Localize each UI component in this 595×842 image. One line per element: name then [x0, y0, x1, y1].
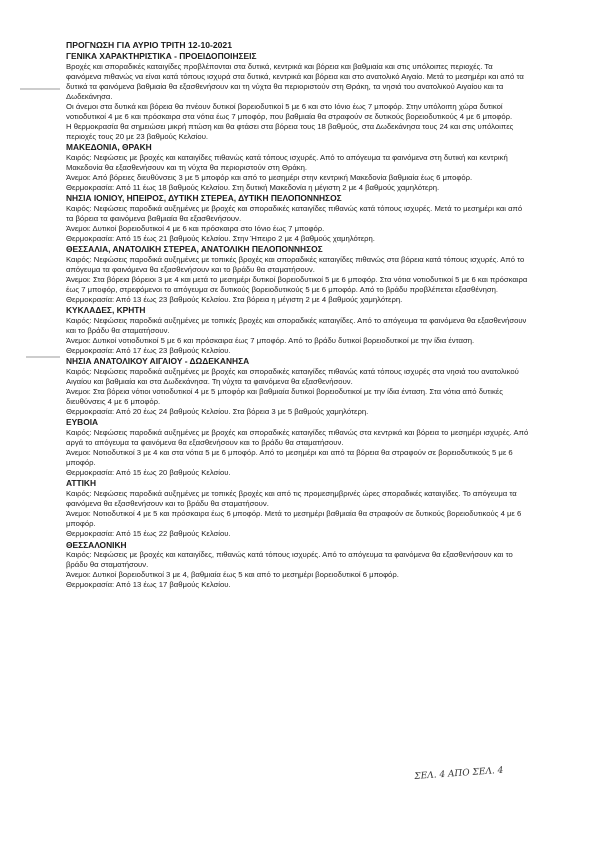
section-heading: ΘΕΣΣΑΛΙΑ, ΑΝΑΤΟΛΙΚΗ ΣΤΕΡΕΑ, ΑΝΑΤΟΛΙΚΗ ΠΕΛΟΠΟΝΝΗΣΟΣ — [66, 244, 323, 255]
paragraph-temperature: Θερμοκρασία: Από 17 έως 23 βαθμούς Κελσίου. — [66, 346, 231, 356]
section-heading: ΓΕΝΙΚΑ ΧΑΡΑΚΤΗΡΙΣΤΙΚΑ - ΠΡΟΕΙΔΟΠΟΙΗΣΕΙΣ — [66, 51, 257, 61]
paragraph-weather: Καιρός: Νεφώσεις παροδικά αυξημένες με τοπικές βροχές και σποραδικές καταιγίδες πιθανώς στα βόρεια κατά τόπους ισχυρές. Από το απόγευμα τα φαινόμενα θα εξασθενήσουν και το βράδυ θα σταματήσουν. — [66, 254, 525, 274]
section-thessaloniki — [66, 540, 530, 591]
paragraph-temperature: Θερμοκρασία: Από 13 έως 23 βαθμούς Κελσίου. Στα βόρεια η μέγιστη 2 με 4 βαθμούς χαμηλότερη. — [66, 295, 403, 305]
paragraph-winds: Άνεμοι: Δυτικοί βορειοδυτικοί 3 με 4, βαθμιαία έως 5 και από το μεσημέρι βορειοδυτικοί 6 μποφόρ. — [66, 570, 399, 580]
section-heading: ΝΗΣΙΑ ΙΟΝΙΟΥ, ΗΠΕΙΡΟΣ, ΔΥΤΙΚΗ ΣΤΕΡΕΑ, ΔΥΤΙΚΗ ΠΕΛΟΠΟΝΝΗΣΟΣ — [66, 193, 342, 204]
paragraph-winds: Άνεμοι: Δυτικοί βορειοδυτικοί 4 με 6 και πρόσκαιρα στο Ιόνιο έως 7 μποφόρ. — [66, 224, 325, 234]
paragraph-temperature: Θερμοκρασία: Από 15 έως 22 βαθμούς Κελσίου. — [66, 529, 231, 539]
paragraph-weather: Καιρός: Νεφώσεις παροδικά αυξημένες με βροχές και σποραδικές καταιγίδες πιθανώς κατά τόπους ισχυρές. Μετά το μεσημέρι και από τα βόρεια τα φαινόμενα βαθμιαία θα εξασθενήσουν. — [66, 203, 523, 223]
paragraph-weather: Καιρός: Νεφώσεις παροδικά αυξημένες με βροχές και σποραδικές καταιγίδες πιθανώς κατά τόπους ισχυρές στα νησιά του ανατολικού Αιγαίου και βαθμιαία και στα Δωδεκάνησα. Τη νύχτα τα φαινόμενα θα εξασθενήσουν. — [66, 366, 519, 386]
paragraph-winds: Άνεμοι: Από βόρειες διευθύνσεις 3 με 5 μποφόρ και από το μεσημέρι στην κεντρική Μακεδονία βαθμιαία έως 6 μποφόρ. — [66, 173, 473, 183]
section-attica — [66, 478, 530, 539]
document-title: ΠΡΟΓΝΩΣΗ ΓΙΑ ΑΥΡΙΟ ΤΡΙΤΗ 12-10-2021 — [66, 40, 232, 50]
scan-artifact — [26, 356, 60, 358]
section-cyclades-crete — [66, 305, 530, 356]
paragraph-winds: Άνεμοι: Νοτιοδυτικοί 3 με 4 και στα νότια 5 με 6 μποφόρ. Από το μεσημέρι και από τα βόρεια θα στραφούν σε βορειοδυτικούς 5 με 6 μποφόρ. — [66, 448, 513, 468]
handwritten-page-note: ΣΕΛ. 4 ΑΠΟ ΣΕΛ. 4 — [414, 765, 504, 782]
forecast-document — [66, 40, 530, 590]
section-east-aegean-dodecanese — [66, 356, 530, 417]
paragraph-weather: Καιρός: Νεφώσεις παροδικά αυξημένες με τοπικές βροχές και σποραδικές καταιγίδες. Από το απόγευμα τα φαινόμενα θα εξασθενήσουν και το βράδυ θα σταματήσουν. — [66, 315, 527, 336]
paragraph-temperature: Θερμοκρασία: Από 20 έως 24 βαθμούς Κελσίου. Στα βόρεια 3 με 5 βαθμούς χαμηλότερη. — [66, 407, 369, 417]
section-general — [66, 51, 530, 142]
paragraph-weather: Καιρός: Νεφώσεις με βροχές και καταιγίδες πιθανώς κατά τόπους ισχυρές. Από το απόγευμα τα φαινόμενα στη δυτική και κεντρική Μακεδονία θα εξασθενήσουν και τη νύχτα θα περιοριστούν στη Θράκη. — [66, 152, 508, 173]
section-heading: ΝΗΣΙΑ ΑΝΑΤΟΛΙΚΟΥ ΑΙΓΑΙΟΥ - ΔΩΔΕΚΑΝΗΣΑ — [66, 356, 250, 367]
scan-artifact — [20, 88, 60, 90]
paragraph-temperature: Θερμοκρασία: Από 15 έως 20 βαθμούς Κελσίου. — [66, 468, 231, 478]
paragraph: Βροχές και σποραδικές καταιγίδες προβλέπονται στα δυτικά, κεντρικά και βόρεια και βαθμιαία και στις υπόλοιπες περιοχές. Τα φαινόμενα πιθανώς να είναι κατά τόπους ισχυρά στα δυτικά, κεντρικά και βόρεια και στο ανατολικό Αιγαίο. Μετά το μεσημέρι και από τα δυτικά τα φαινόμενα βαθμιαία θα εξασθενήσουν και τη νύχτα θα περιοριστούν στη Θράκη, τα νησιά του ανατολικού Αιγαίου και τα Δωδεκάνησα. — [66, 61, 524, 101]
paragraph: Οι άνεμοι στα δυτικά και βόρεια θα πνέουν δυτικοί βορειοδυτικοί 5 με 6 και στο Ιόνιο έως 7 μποφόρ. Στην υπόλοιπη χώρα δυτικοί νοτιοδυτικοί 4 με 6 και πρόσκαιρα στα νότια έως 7 μποφόρ, που βαθμιαία θα στραφούν σε δυτικούς βορειοδυτικούς 4 με 6 μποφόρ. — [66, 101, 513, 122]
paragraph-weather: Καιρός: Νεφώσεις παροδικά αυξημένες με βροχές και σποραδικές καταιγίδες πιθανώς στα κεντρικά και βόρεια το μεσημέρι ισχυρές. Από αργά το απόγευμα τα φαινόμενα θα εξασθενήσουν και το βράδυ θα σταματήσουν. — [66, 427, 529, 448]
paragraph-weather: Καιρός: Νεφώσεις με βροχές και καταιγίδες, πιθανώς κατά τόπους ισχυρές. Από το απόγευμα τα φαινόμενα θα εξασθενήσουν και το βράδυ θα σταματήσουν. — [66, 550, 513, 570]
section-thessaly-east — [66, 244, 530, 305]
section-ionian-epirus — [66, 193, 530, 244]
paragraph-temperature: Θερμοκρασία: Από 15 έως 21 βαθμούς Κελσίου. Στην Ήπειρο 2 με 4 βαθμούς χαμηλότερη. — [66, 234, 375, 244]
paragraph-temperature: Θερμοκρασία: Από 13 έως 17 βαθμούς Κελσίου. — [66, 580, 231, 590]
paragraph-winds: Άνεμοι: Νοτιοδυτικοί 4 με 5 και πρόσκαιρα έως 6 μποφόρ. Μετά το μεσημέρι βαθμιαία θα στραφούν σε δυτικούς βορειοδυτικούς 4 με 6 μποφόρ. — [66, 509, 522, 529]
section-heading: ΑΤΤΙΚΗ — [66, 478, 97, 489]
paragraph-winds: Άνεμοι: Δυτικοί νοτιοδυτικοί 5 με 6 και πρόσκαιρα έως 7 μποφόρ. Από το βράδυ δυτικοί βορειοδυτικοί με την ίδια ένταση. — [66, 336, 475, 346]
section-heading: ΚΥΚΛΑΔΕΣ, ΚΡΗΤΗ — [66, 305, 146, 316]
paragraph-temperature: Θερμοκρασία: Από 11 έως 18 βαθμούς Κελσίου. Στη δυτική Μακεδονία η μέγιστη 2 με 4 βαθμούς χαμηλότερη. — [66, 183, 440, 193]
forecast-sections — [66, 51, 530, 590]
section-evia — [66, 417, 530, 478]
section-heading: ΘΕΣΣΑΛΟΝΙΚΗ — [66, 539, 127, 550]
section-macedonia-thrace — [66, 142, 530, 193]
paragraph-weather: Καιρός: Νεφώσεις παροδικά αυξημένες με τοπικές βροχές και από τις προμεσημβρινές ώρες σποραδικές καταιγίδες. Το απόγευμα τα φαινόμενα θα εξασθενήσουν και το βράδυ θα σταματήσουν. — [66, 489, 517, 509]
paragraph-winds: Άνεμοι: Στα βόρεια νότιοι νοτιοδυτικοί 4 με 5 μποφόρ και βαθμιαία δυτικοί βορειοδυτικοί με την ίδια ένταση. Στα νότια από δυτικές διευθύνσεις 4 με 6 μποφόρ. — [66, 387, 503, 407]
section-heading: ΕΥΒΟΙΑ — [66, 417, 99, 428]
section-heading: ΜΑΚΕΔΟΝΙΑ, ΘΡΑΚΗ — [66, 142, 152, 153]
paragraph-winds: Άνεμοι: Στα βόρεια βόρειοι 3 με 4 και μετά το μεσημέρι δυτικοί βορειοδυτικοί 5 με 6 μποφόρ. Στα νότια νοτιοδυτικοί 5 με 6 και πρόσκαιρα έως 7 μποφόρ, στρεφόμενοι το απόγευμα σε δυτικούς βορειοδυτικούς 5 με 6 μποφόρ. Από το βράδυ προβλέπεται εξασθένηση. — [66, 275, 528, 295]
paragraph: Η θερμοκρασία θα σημειώσει μικρή πτώση και θα φτάσει στα βόρεια τους 18 βαθμούς, στα Δωδεκάνησα τους 24 και στις υπόλοιπες περιοχές τους 20 με 23 βαθμούς Κελσίου. — [66, 122, 514, 142]
